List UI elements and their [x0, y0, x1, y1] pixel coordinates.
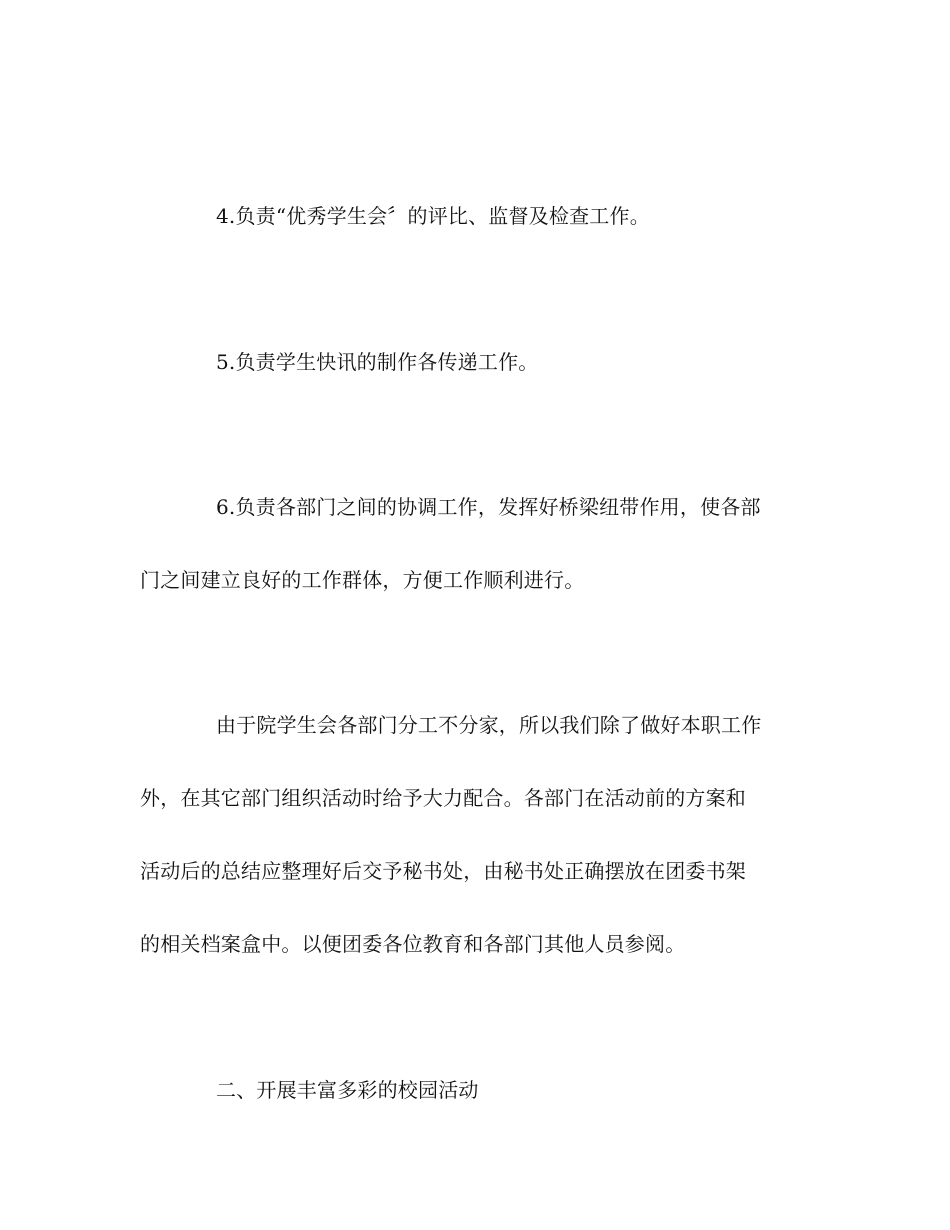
item-5-text: 5.负责学生快讯的制作各传递工作。	[216, 350, 539, 374]
paragraph-line-3: 活动后的总结应整理好后交予秘书处，由秘书处正确摆放在团委书架	[140, 859, 746, 883]
paragraph-line-2: 外，在其它部门组织活动时给予大力配合。各部门在活动前的方案和	[140, 786, 746, 810]
item-6-text-line-2: 门之间建立良好的工作群体，方便工作顺利进行。	[140, 568, 585, 592]
paragraph-line-4: 的相关档案盒中。以便团委各位教育和各部门其他人员参阅。	[140, 932, 686, 956]
section-heading: 二、开展丰富多彩的校园活动	[216, 1078, 479, 1102]
item-6-text-line-1: 6.负责各部门之间的协调工作，发挥好桥梁纽带作用，使各部	[216, 495, 761, 519]
item-4-text: 4.负责“优秀学生会〞的评比、监督及检查工作。	[216, 204, 650, 228]
paragraph-line-1: 由于院学生会各部门分工不分家，所以我们除了做好本职工作	[216, 713, 762, 737]
